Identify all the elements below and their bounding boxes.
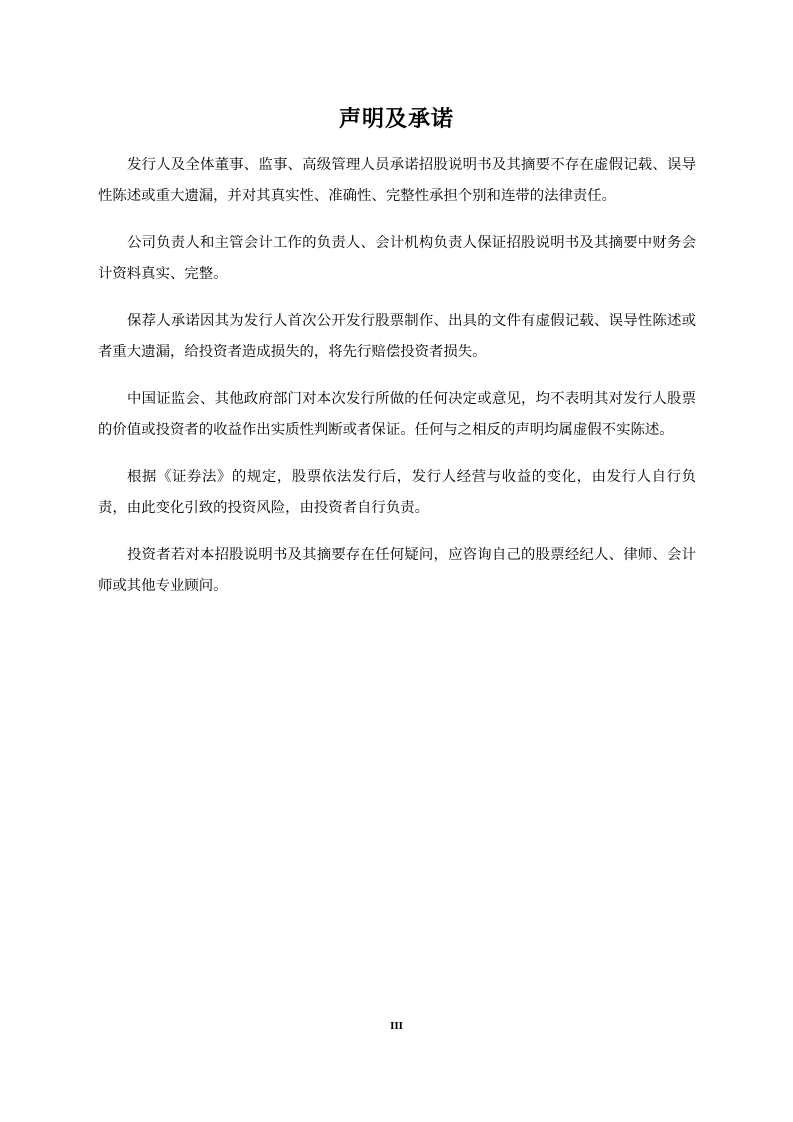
- statement-body: [98, 150, 696, 618]
- paragraph-5: 根据《证券法》的规定，股票依法发行后，发行人经营与收益的变化，由发行人自行负责，由此变化引致的投资风险，由投资者自行负责。: [98, 469, 696, 516]
- paragraph-1: 发行人及全体董事、监事、高级管理人员承诺招股说明书及其摘要不存在虚假记载、误导性陈述或重大遗漏，并对其真实性、准确性、完整性承担个别和连带的法律责任。: [98, 157, 696, 204]
- page-number: III: [390, 1020, 403, 1032]
- paragraph-2: 公司负责人和主管会计工作的负责人、会计机构负责人保证招股说明书及其摘要中财务会计资料真实、完整。: [98, 235, 696, 282]
- page-title: 声明及承诺: [338, 107, 454, 132]
- paragraph-3: 保荐人承诺因其为发行人首次公开发行股票制作、出具的文件有虚假记载、误导性陈述或者重大遗漏，给投资者造成损失的，将先行赔偿投资者损失。: [98, 313, 696, 360]
- paragraph-6: 投资者若对本招股说明书及其摘要存在任何疑问，应咨询自己的股票经纪人、律师、会计师或其他专业顾问。: [98, 547, 696, 594]
- paragraph-4: 中国证监会、其他政府部门对本次发行所做的任何决定或意见，均不表明其对发行人股票的价值或投资者的收益作出实质性判断或者保证。任何与之相反的声明均属虚假不实陈述。: [98, 391, 696, 438]
